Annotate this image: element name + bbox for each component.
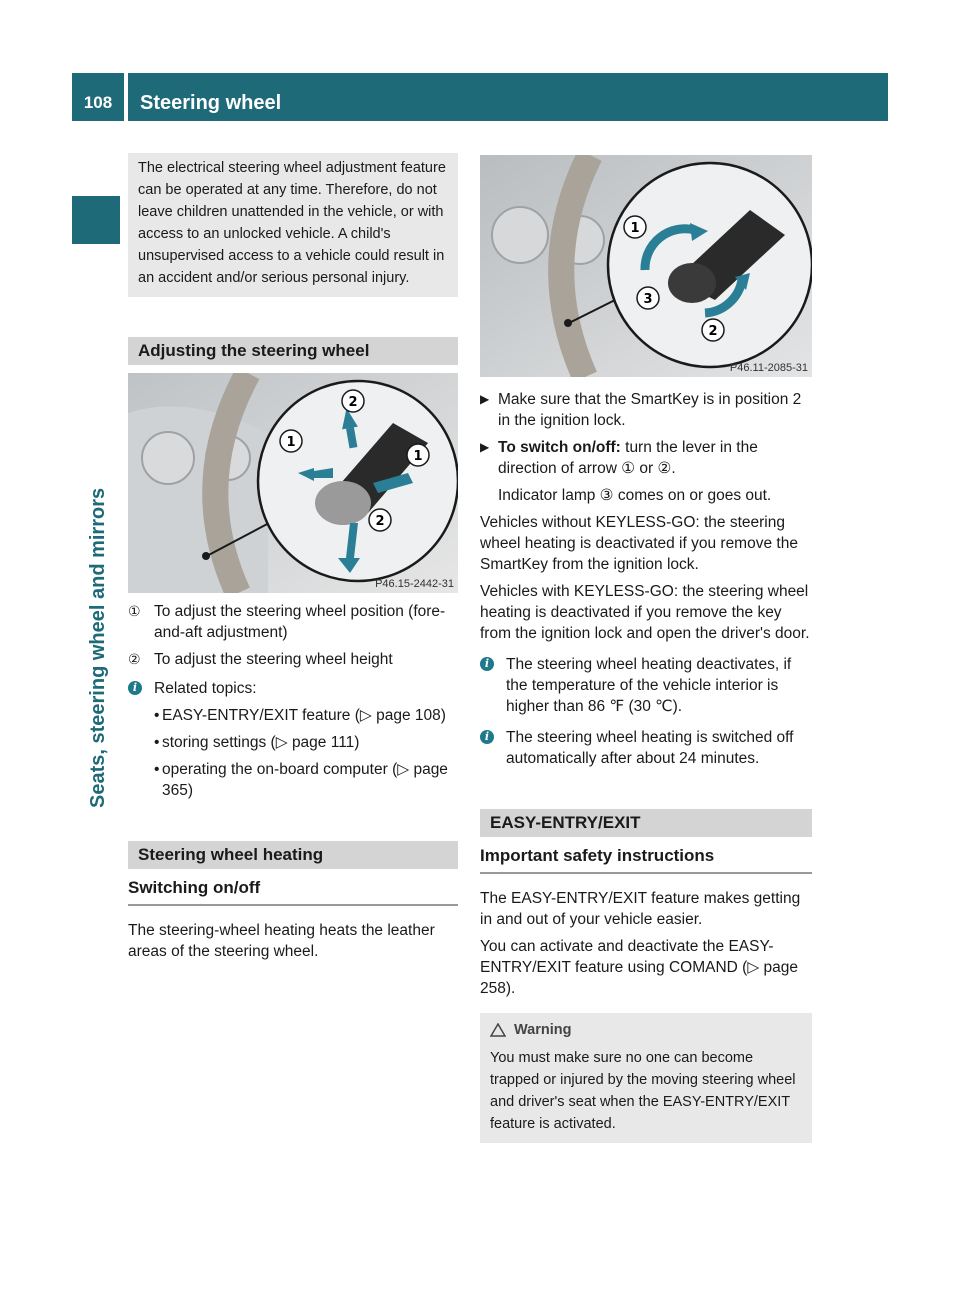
page-title: Steering wheel xyxy=(140,92,282,114)
left-column xyxy=(128,153,458,962)
step-arrow-icon: ▶ xyxy=(480,440,490,454)
related-topics xyxy=(128,678,458,699)
bullet-icon: • xyxy=(154,707,160,724)
svg-text:1: 1 xyxy=(413,449,423,464)
info-icon: i xyxy=(128,681,142,695)
legend-item xyxy=(128,649,458,670)
related-item-text: operating the on-board computer (▷ page 365) xyxy=(162,761,448,799)
step-arrow-icon: ▶ xyxy=(480,392,490,406)
figure-code: P46.11-2085-31 xyxy=(729,362,808,374)
warning-header xyxy=(490,1019,802,1041)
legend-text: To adjust the steering wheel position (fore-and-aft adjustment) xyxy=(154,603,446,641)
instruction-step xyxy=(480,389,812,431)
subheading-safety: Important safety instructions xyxy=(480,845,812,874)
related-item[interactable] xyxy=(128,705,458,726)
legend-list xyxy=(128,601,458,670)
easy-entry-comand-text: You can activate and deactivate the EASY-ENTRY/EXIT feature using COMAND (▷ page 258). xyxy=(480,938,799,997)
steering-adjust-illustration xyxy=(128,373,458,593)
legend-text: To adjust the steering wheel height xyxy=(154,651,393,668)
related-label: Related topics: xyxy=(154,680,257,697)
info-text: The steering wheel heating is switched off automatically after about 24 minutes. xyxy=(506,729,794,767)
instruction-step xyxy=(480,437,812,479)
bullet-icon: • xyxy=(154,761,160,778)
figure-steering-adjust xyxy=(128,373,458,593)
svg-text:2: 2 xyxy=(375,514,385,529)
step-text: Make sure that the SmartKey is in position 2 in the ignition lock. xyxy=(498,391,802,429)
svg-text:2: 2 xyxy=(708,324,718,339)
header-divider xyxy=(124,73,128,121)
right-column xyxy=(480,155,812,1143)
info-icon: i xyxy=(480,730,494,744)
svg-text:1: 1 xyxy=(630,221,640,236)
page-header xyxy=(72,73,888,121)
section-heading-heating: Steering wheel heating xyxy=(128,841,458,869)
heating-description: The steering-wheel heating heats the leather areas of the steering wheel. xyxy=(128,922,435,960)
warning-triangle-icon xyxy=(490,1023,506,1037)
legend-number: ① xyxy=(128,603,141,619)
figure-steering-heating xyxy=(480,155,812,377)
step-text xyxy=(498,437,812,479)
keyless-go-absent-text: Vehicles without KEYLESS-GO: the steering wheel heating is deactivated if you remove the SmartKey from the ignition lock. xyxy=(480,514,798,573)
chapter-tab xyxy=(72,196,120,244)
warning-box xyxy=(480,1013,812,1143)
info-note-temperature xyxy=(480,654,812,717)
chapter-title: Seats, steering wheel and mirrors xyxy=(87,487,109,808)
subheading-switch: Switching on/off xyxy=(128,877,458,906)
related-item-text: storing settings (▷ page 111) xyxy=(162,734,360,751)
figure-code: P46.15-2442-31 xyxy=(375,578,454,590)
legend-number: ② xyxy=(128,651,141,667)
section-heading-adjust: Adjusting the steering wheel xyxy=(128,337,458,365)
svg-text:1: 1 xyxy=(286,435,296,450)
section-heading-easy-entry: EASY-ENTRY/EXIT xyxy=(480,809,812,837)
svg-text:3: 3 xyxy=(643,292,653,307)
warning-title: Warning xyxy=(514,1022,572,1038)
steering-heating-illustration xyxy=(480,155,812,377)
info-icon: i xyxy=(480,657,494,671)
bullet-icon: • xyxy=(154,734,160,751)
safety-note-text: The electrical steering wheel adjustment feature can be operated at any time. Therefore, do not leave children unattended in the vehicle, or with access to an unlocked vehicle. A child's unsupervised access to a vehicle could result in an accident and/or serious personal injury. xyxy=(138,160,446,286)
related-item[interactable] xyxy=(128,732,458,753)
info-text: The steering wheel heating deactivates, if the temperature of the vehicle interior is higher than 86 ℉ (30 ℃). xyxy=(506,656,792,715)
warning-text: You must make sure no one can become trapped or injured by the moving steering wheel and driver's seat when the EASY-ENTRY/EXIT feature is activated. xyxy=(490,1050,796,1132)
info-note-timer xyxy=(480,727,812,769)
keyless-go-text: Vehicles with KEYLESS-GO: the steering wheel heating is deactivated if you remove the key from the ignition lock and open the driver's door. xyxy=(480,583,810,642)
step-bold-label: To switch on/off: xyxy=(498,439,621,456)
page-number: 108 xyxy=(83,93,113,112)
safety-note-box xyxy=(128,153,458,297)
related-item[interactable] xyxy=(128,759,458,801)
related-item-text: EASY-ENTRY/EXIT feature (▷ page 108) xyxy=(162,707,446,724)
svg-text:2: 2 xyxy=(348,395,358,410)
chapter-label xyxy=(86,250,114,810)
indicator-note: Indicator lamp ③ comes on or goes out. xyxy=(498,487,772,504)
step-body: turn the lever in the direction of arrow ① or ②. xyxy=(498,439,758,477)
legend-item xyxy=(128,601,458,643)
easy-entry-description: The EASY-ENTRY/EXIT feature makes getting in and out of your vehicle easier. xyxy=(480,890,801,928)
